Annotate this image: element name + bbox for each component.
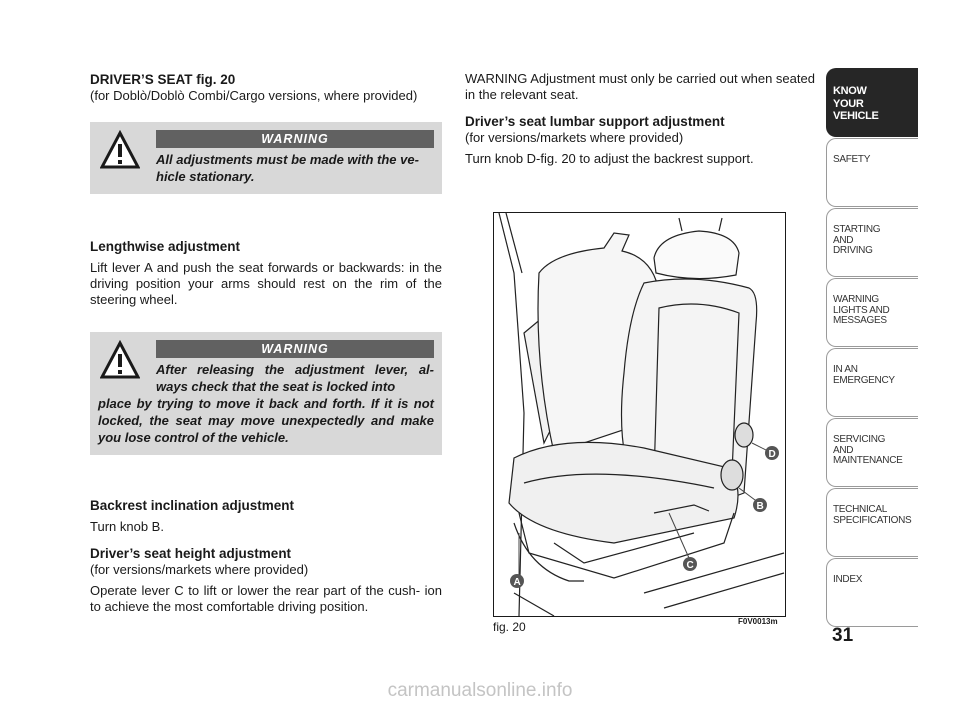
warning-triangle-icon — [100, 130, 140, 170]
svg-text:C: C — [686, 560, 694, 571]
chapter-tab-label: IN AN EMERGENCY — [833, 364, 895, 386]
right-column — [465, 71, 817, 175]
chapter-tab[interactable] — [826, 138, 918, 207]
lengthwise-heading: Lengthwise adjustment — [90, 239, 241, 254]
chapter-tab-label: SAFETY — [833, 154, 871, 165]
chapter-tab[interactable] — [826, 68, 918, 137]
backrest-text: Turn knob B. — [90, 519, 164, 534]
height-text: Operate lever C to lift or lower the rear part of the cush- ion to achieve the most comfortable driving position. — [90, 583, 442, 614]
seat-illustration — [493, 212, 786, 617]
warning-box-1 — [90, 122, 442, 194]
seat-drawing — [494, 213, 785, 616]
height-subtitle: (for versions/markets where provided) — [90, 562, 309, 577]
callout-c — [683, 557, 697, 571]
chapter-tab[interactable] — [826, 488, 918, 557]
svg-text:A: A — [513, 577, 521, 588]
warning-label: WARNING — [156, 340, 434, 358]
chapter-tab-label: KNOW YOUR VEHICLE — [833, 85, 879, 122]
chapter-tab[interactable] — [826, 208, 918, 277]
warning-box-2 — [90, 332, 442, 455]
lengthwise-text: Lift lever A and push the seat forwards or backwards: in the driving position your arms should rest on the rim of the steering wheel. — [90, 260, 442, 307]
left-column — [90, 71, 442, 623]
chapter-tab-label: WARNING LIGHTS AND MESSAGES — [833, 294, 890, 326]
section-subtitle: (for Doblò/Doblò Combi/Cargo versions, where provided) — [90, 88, 418, 103]
lumbar-heading: Driver’s seat lumbar support adjustment — [465, 114, 725, 129]
seat-warning-text: WARNING Adjustment must only be carried out when seated in the relevant seat. — [465, 71, 815, 102]
lumbar-subtitle: (for versions/markets where provided) — [465, 130, 684, 145]
chapter-tabs — [826, 68, 918, 628]
callout-a — [510, 574, 524, 588]
chapter-tab[interactable] — [826, 278, 918, 347]
chapter-tab-label: TECHNICAL SPECIFICATIONS — [833, 504, 912, 526]
warning-text-a: After releasing the adjustment lever, al- ways check that the seat is locked into — [156, 362, 434, 394]
chapter-tab[interactable] — [826, 558, 918, 627]
figure-code: F0V0013m — [738, 617, 778, 626]
height-heading: Driver’s seat height adjustment — [90, 546, 292, 561]
lumbar-text: Turn knob D-fig. 20 to adjust the backrest support. — [465, 151, 754, 166]
chapter-tab[interactable] — [826, 348, 918, 417]
warning-label: WARNING — [156, 130, 434, 148]
svg-text:B: B — [756, 501, 764, 512]
backrest-heading: Backrest inclination adjustment — [90, 498, 295, 513]
page-number: 31 — [832, 625, 854, 646]
callout-d — [765, 446, 779, 460]
chapter-tab-label: SERVICING AND MAINTENANCE — [833, 434, 903, 466]
section-title: DRIVER’S SEAT fig. 20 — [90, 72, 236, 87]
warning-triangle-icon — [100, 340, 140, 380]
figure-label: fig. 20 — [493, 620, 526, 634]
chapter-tab-label: INDEX — [833, 574, 863, 585]
callout-b — [753, 498, 767, 512]
svg-text:D: D — [768, 449, 776, 460]
warning-text: All adjustments must be made with the ve- hicle stationary. — [156, 152, 419, 184]
watermark: carmanualsonline.info — [387, 680, 573, 701]
warning-text-b: place by trying to move it back and forth. If it is not locked, the seat may move unexpectedly and make you lose control of the vehicle. — [98, 396, 434, 445]
chapter-tab[interactable] — [826, 418, 918, 487]
chapter-tab-label: STARTING AND DRIVING — [833, 224, 881, 256]
